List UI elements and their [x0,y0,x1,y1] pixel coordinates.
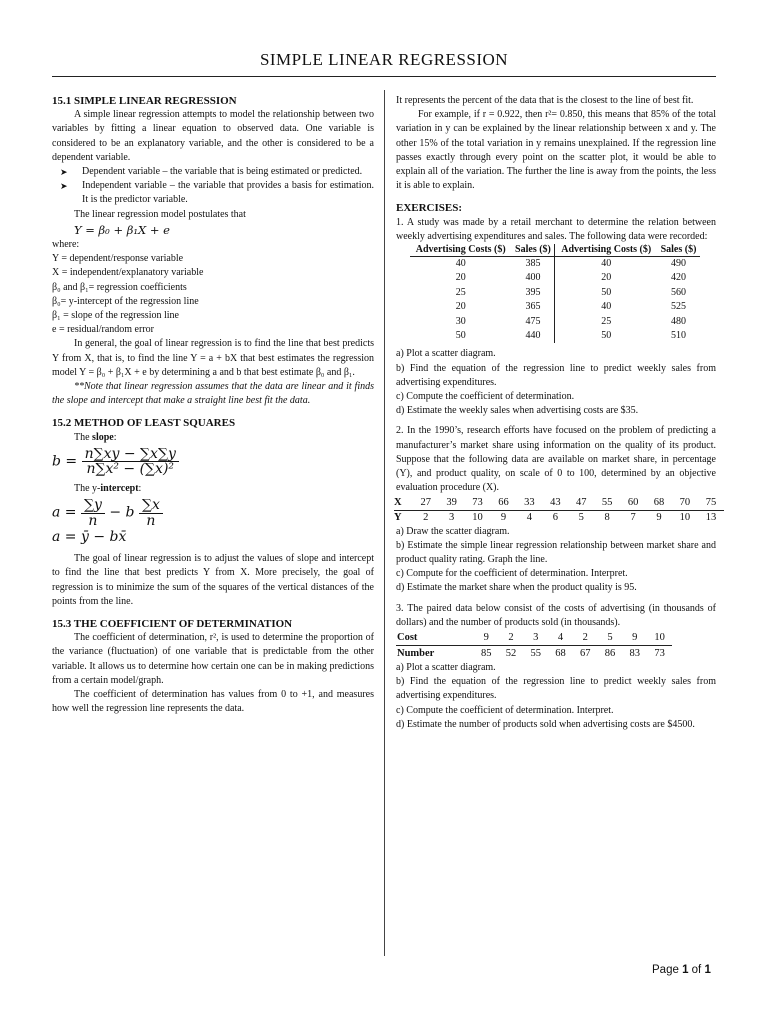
table-cell: 5 [598,630,623,646]
bullet-dependent-variable [52,165,374,179]
table-cell: 10 [679,511,691,523]
table-cell: 2 [499,630,524,646]
model-text: The linear regression model postulates that [74,208,246,220]
table-cell: 510 [670,330,686,342]
table-cell: 5 [578,511,584,523]
exercise-2-d: d) Estimate the market share when the product quality is 95. [396,582,637,594]
table-cell: 68 [646,496,672,511]
table-cell: 3 [523,630,548,646]
intercept-denominator-y: n [88,512,98,529]
intercept-numerator-x: ∑x [139,498,163,513]
definition-beta0: β₀= y-intercept of the regression line [52,295,199,307]
where-label: where: [52,239,80,251]
definition-beta1: β₁ = slope of the regression line [52,310,179,322]
arrow-bullet-icon: ➤ [60,181,68,192]
header-cell: Advertising Costs ($) [410,244,511,257]
table-cell: 66 [491,496,517,511]
table-cell: 33 [516,496,542,511]
table-cell: 50 [455,330,466,342]
example-paragraph: For example, if r = 0.922, then r²= 0.850, this means that 85% of the total variation in y can be explained by the linear relationship between x and y. The other 15% of the total variation in y remains unexplained. If the regression line passes exactly through every point on the scatter plot, it would be able to explain all of the variation. The further the line is away from the points, the less it is able to explain. [396,109,716,192]
table-cell: 73 [654,647,665,659]
exercise-1-b: b) Find the equation of the regression line to predict weekly sales from advertising expenditures. [396,362,716,388]
exercise-2-b: b) Estimate the simple linear regression relationship between market share and product quality rating. Graph the line. [396,539,716,565]
table-cell: 10 [472,511,483,523]
table-cell: 60 [620,496,646,511]
table-cell: 525 [670,301,686,313]
arrow-bullet-icon: ➤ [60,167,68,178]
table-cell: 8 [604,511,610,523]
table-cell: 55 [530,647,542,659]
table-row [410,257,700,272]
table-cell: 3 [449,511,455,523]
table-row [410,300,700,314]
definition-coefficients: β₀ and β₁= regression coefficients [52,281,187,293]
slope-label-line [52,431,374,445]
definition-x: X = independent/explanatory variable [52,267,204,279]
table-cell: 25 [601,315,612,327]
table-row [410,315,700,329]
table-cell: 420 [670,272,686,284]
table-row-x [394,496,724,511]
exercise-3-a: a) Plot a scatter diagram. [396,661,496,673]
table-cell: 9 [622,630,647,646]
exercise-3-d: d) Estimate the number of products sold when advertising costs are $4500. [396,718,695,730]
title-rule [52,76,716,77]
table-cell: 400 [511,271,555,285]
right-column [396,94,716,732]
table-cell: 4 [548,630,573,646]
slope-denominator: n∑x² − (∑x)² [86,461,175,478]
table-row [410,329,700,343]
table-cell: 43 [542,496,568,511]
intercept-label: intercept [100,483,139,495]
table-header-row [410,244,700,257]
exercise-3-c: c) Compute the coefficient of determination. Interpret. [396,704,614,716]
header-cell: Advertising Costs ($) [555,244,657,257]
intercept-denominator-x: n [146,512,156,529]
intercept-formula-mid: − b [109,505,135,522]
table-cell: 70 [672,496,698,511]
table-cell: 20 [455,272,466,284]
table-cell: 67 [580,647,591,659]
exercises-heading: EXERCISES: [396,202,463,215]
section-heading-coefficient-determination: 15.3 THE COEFFICIENT OF DETERMINATION [52,617,293,630]
table-cell: 9 [474,630,499,646]
table-cell: 40 [601,301,612,313]
table-cell: 475 [511,315,555,329]
definition-error: e = residual/random error [52,324,154,336]
table-row-y [394,510,724,525]
row-label: Y [394,511,402,523]
table-cell: 9 [500,511,507,523]
exercise-3-text: 3. The paired data below consist of the costs of advertising (in thousands of dollars) and the number of products sold (in thousands). [396,602,716,628]
table-cell: 86 [604,647,616,659]
exercise-1-table [410,244,700,343]
table-row-cost [396,630,672,646]
table-cell: 73 [465,496,491,511]
slope-fraction [82,447,179,476]
table-cell: 9 [656,511,662,523]
page-number-footer [652,964,711,976]
table-cell: 2 [573,630,598,646]
page-prefix: Page [652,964,683,976]
table-cell: 75 [698,496,724,511]
intercept-pre: The y- [74,483,101,495]
table-row [410,286,700,300]
section-heading-simple-linear-regression: 15.1 SIMPLE LINEAR REGRESSION [52,95,237,107]
intercept-formula-lhs: a = [52,505,77,522]
table-cell: 365 [511,300,555,314]
table-cell: 39 [439,496,465,511]
table-cell: 50 [601,330,612,342]
slope-post: : [113,431,117,443]
exercise-2-a: a) Draw the scatter diagram. [396,525,510,537]
table-cell: 7 [630,511,636,523]
section-heading-least-squares: 15.2 METHOD OF LEAST SQUARES [52,417,236,430]
table-cell: 40 [455,258,466,270]
table-cell: 27 [413,496,439,511]
table-cell: 52 [505,647,517,659]
table-cell: 440 [511,329,555,343]
row-label: X [394,496,413,511]
table-row-number [396,645,672,661]
header-cell: Sales ($) [511,244,555,257]
table-cell: 4 [526,511,533,523]
intercept-fraction-x [139,498,163,527]
exercise-1-d: d) Estimate the weekly sales when advertising costs are $35. [396,405,639,417]
table-cell: 395 [511,286,555,300]
table-cell: 85 [481,647,492,659]
row-label: Number [397,647,435,659]
table-cell: 385 [511,257,555,272]
coefficient-paragraph-2: The coefficient of determination has values from 0 to +1, and measures how well the regression line represents the data. [52,688,374,715]
slope-formula [52,447,374,476]
bullet-text: Dependent variable – the variable that is being estimated or predicted. [82,166,363,178]
header-cell: Sales ($) [657,244,700,257]
intercept-post: : [138,483,142,495]
note-paragraph: **Note that linear regression assumes that the data are linear and it finds the slope and intercept that make a straight line best fit the data. [52,381,374,407]
slope-pre: The [74,431,93,443]
coefficient-paragraph-1: The coefficient of determination, r², is used to determine the proportion of the variance (fluctuation) of one variable that is predictable from the other variable. It allows us to determine how certain one can be in making predictions from a certain model/graph. [52,632,374,686]
table-cell: 6 [552,511,558,523]
exercise-2-c: c) Compute for the coefficient of determination. Interpret. [396,568,628,580]
slope-formula-lhs: b = [52,453,78,470]
table-cell: 40 [601,258,612,270]
bullet-text: Independent variable – the variable that provides a basis for estimation. It is the predictor variable. [82,180,374,206]
exercise-1-c: c) Compute the coefficient of determination. [396,391,575,403]
table-cell: 30 [455,315,466,327]
exercise-3-b: b) Find the equation of the regression line to predict weekly sales from advertising expenditures. [396,676,716,702]
intercept-formula [52,498,374,527]
table-cell: 68 [555,647,566,659]
intercept-label-line [52,482,374,496]
table-cell: 560 [670,286,686,298]
page-number: 1 [682,964,689,976]
table-cell: 480 [670,315,686,327]
table-cell: 490 [670,258,686,270]
model-equation: Y = β₀ + β₁X + e [74,222,170,237]
bullet-independent-variable [52,179,374,207]
left-column [52,94,374,716]
definition-y: Y = dependent/response variable [52,253,184,265]
row-label: Cost [396,630,474,646]
table-cell: 20 [455,301,466,313]
intercept-formula-alt: a = ȳ − bx̄ [52,528,127,545]
exercise-1-a: a) Plot a scatter diagram. [396,348,496,360]
table-cell: 50 [601,286,612,298]
continued-text: It represents the percent of the data that is the closest to the line of best fit. [396,95,694,106]
table-cell: 20 [601,272,612,284]
column-divider [384,90,385,956]
table-row [410,271,700,285]
exercise-2-table [394,496,724,525]
table-cell: 47 [568,496,594,511]
exercise-2-text: 2. In the 1990’s, research efforts have focused on the problem of predicting a manufacturer’s market share using information on the quality of its product. Suppose that the following data are available on market share, in percentage (Y), and product quality, on scale of 0 to 100, determined by an objective evaluation procedure (X). [396,425,716,494]
exercise-1-text: 1. A study was made by a retail merchant to determine the relation between weekly advertising expenditures and sales. The following data were recorded: [396,216,716,242]
page-mid: of [688,964,705,976]
table-cell: 10 [647,630,672,646]
table-cell: 55 [594,496,620,511]
table-cell: 2 [423,511,429,523]
table-cell: 13 [705,511,717,523]
least-squares-goal: The goal of linear regression is to adjust the values of slope and intercept to find the line that best predicts Y from X. More precisely, the goal of regression is to minimize the sum of the squares of the vertical distances of the points from the line. [52,553,374,607]
exercise-3-table [396,630,672,661]
page-total: 1 [704,964,711,976]
intercept-fraction-y [81,498,105,527]
goal-paragraph: In general, the goal of linear regression is to find the line that best predicts Y from X, that is, to find the line Y = a + bX that best estimates the regression model Y = β₀ + β₁X + e by determining a and b that best estimate β₀ and β₁. [52,338,374,378]
intercept-numerator-y: ∑y [81,498,105,513]
slope-label: slope [92,431,114,443]
section-intro: A simple linear regression attempts to model the relationship between two variables by fitting a linear equation to observed data. One variable is considered to be an explanatory variable, and the other is considered to be a dependent variable. [52,109,374,163]
slope-numerator: n∑xy − ∑x∑y [82,447,179,462]
page-title: SIMPLE LINEAR REGRESSION [259,50,509,69]
table-cell: 83 [629,647,641,659]
table-cell: 25 [455,286,466,298]
